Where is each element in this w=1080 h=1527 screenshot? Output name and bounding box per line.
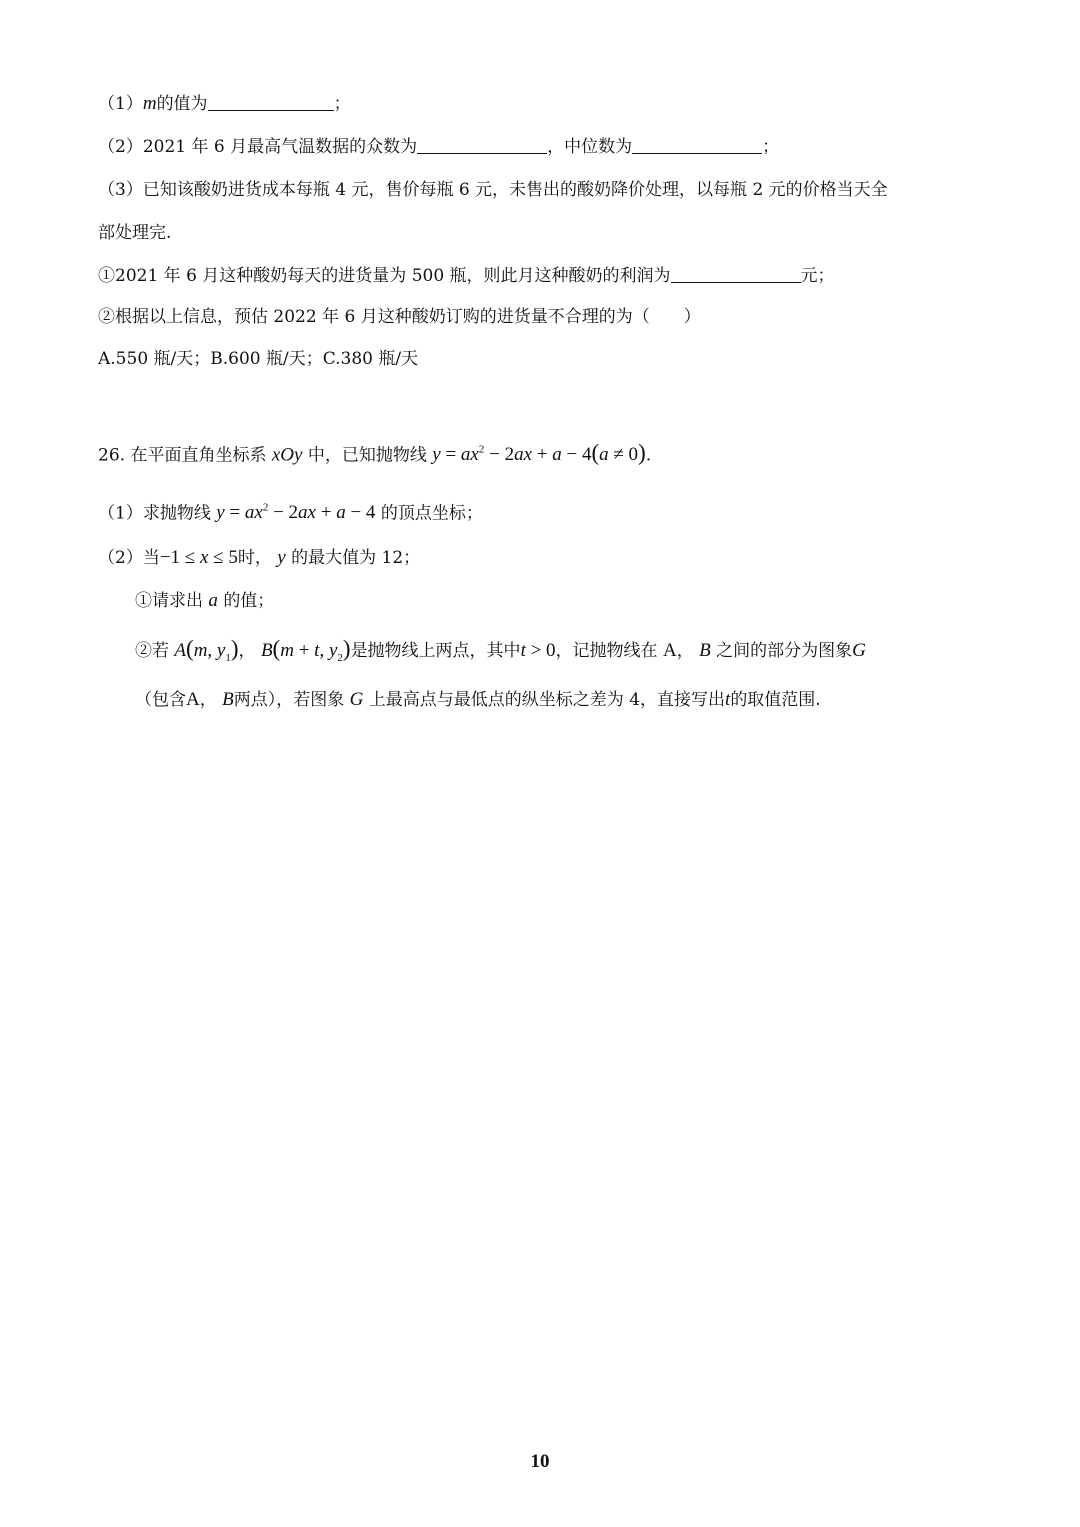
q26-t-var: t xyxy=(725,689,731,710)
q26-p1-a: （1）求抛物线 xyxy=(98,503,211,524)
q26-s3-e: 的取值范围. xyxy=(730,690,821,710)
q25-part3-line1: （3）已知该酸奶进货成本每瓶 4 元，售价每瓶 6 元，未售出的酸奶降价处理，以每瓶 2 元的价格当天全 xyxy=(98,180,888,200)
q26-s2-c: 是抛物线上两点，其中 xyxy=(350,641,521,661)
q26-sub1 xyxy=(135,589,274,613)
q26-s2-e: ， xyxy=(676,641,694,661)
q26-s2-a: ②若 xyxy=(135,641,169,661)
q26-stem-b: 中，已知抛物线 xyxy=(307,445,427,466)
q26-point-b: B(m + t, $y_2$) xyxy=(260,636,351,664)
q25-p2-text-b: ，中位数为 xyxy=(547,137,633,157)
q25-options: A.550 瓶/天；B.600 瓶/天；C.380 瓶/天 xyxy=(98,349,419,369)
q25-part1 xyxy=(98,92,351,116)
q26-parabola-formula: $y = ax^2 - 2ax + a - 4(a \ne 0)$ xyxy=(432,440,646,466)
q26-s1-b: 的值； xyxy=(223,591,275,611)
q26-s2-d: ，记抛物线在 xyxy=(555,641,658,661)
q25-p1-end: ； xyxy=(333,94,351,114)
q26-p2-b: 时， xyxy=(237,548,272,568)
q26-label-a2: A xyxy=(186,689,200,710)
q26-p2-range: −1 ≤ x ≤ 5 xyxy=(159,547,238,568)
q26-label-b: B xyxy=(699,640,711,661)
q25-part3-sub1 xyxy=(98,264,835,288)
q26-graph-g: G xyxy=(852,640,866,661)
answer-blank-m[interactable] xyxy=(208,92,334,111)
q26-s1-a-var: a xyxy=(208,590,218,611)
q26-sub2-cont xyxy=(135,688,821,712)
q26-t-condition: t > 0 xyxy=(520,640,556,661)
q25-p3-sub1-text: ①2021 年 6 月这种酸奶每天的进货量为 500 瓶，则此月这种酸奶的利润为 xyxy=(98,266,671,286)
q26-s3-a: （包含 xyxy=(135,690,186,710)
q25-p1-open: （1） xyxy=(98,94,143,114)
q26-p2-y: y xyxy=(277,547,286,568)
answer-blank-profit[interactable] xyxy=(671,264,801,283)
q26-p2-c: 的最大值为 12； xyxy=(291,548,421,568)
q26-s1-a: ①请求出 xyxy=(135,591,203,611)
q25-p2-text-a: （2）2021 年 6 月最高气温数据的众数为 xyxy=(98,137,418,157)
q26-p2-a: （2）当 xyxy=(98,548,160,568)
q26-part1 xyxy=(98,496,483,525)
page-number: 10 xyxy=(530,1451,550,1472)
q26-graph-g2: G xyxy=(349,689,364,710)
answer-blank-mode[interactable] xyxy=(417,135,547,154)
q25-p3-sub1-end: 元； xyxy=(800,266,835,286)
q26-s3-c: 两点），若图象 xyxy=(233,690,345,710)
q26-p1-formula: $y = ax^2 - 2ax + a - 4$ xyxy=(216,502,376,524)
q26-stem-var: xOy xyxy=(271,444,303,466)
q26-label-b2: B xyxy=(222,689,234,710)
q26-s3-b: ， xyxy=(199,690,217,710)
q26-p1-b: 的顶点坐标； xyxy=(380,503,483,524)
answer-blank-median[interactable] xyxy=(632,135,762,154)
q26-label-a: A xyxy=(662,640,677,661)
q26-sub2 xyxy=(135,637,866,670)
q25-p1-text: 的值为 xyxy=(156,94,208,114)
q26-s3-d: 上最高点与最低点的纵坐标之差为 4，直接写出 xyxy=(368,690,726,710)
q25-part3-line2: 部处理完. xyxy=(98,223,172,243)
q26-s2-f: 之间的部分为图象 xyxy=(716,641,853,661)
q26-s2-b: ， xyxy=(238,641,256,661)
q25-part2 xyxy=(98,135,779,159)
q25-part3-sub2: ②根据以上信息，预估 2022 年 6 月这种酸奶订购的进货量不合理的为（ ） xyxy=(98,307,701,327)
q25-p1-var: m xyxy=(142,93,157,114)
q26-stem: 26. 在平面直角坐标系 xOy 中，已知抛物线 $y = ax^2 - 2ax + a - 4(a \ne 0)$. xyxy=(98,440,652,466)
q25-p2-end: ； xyxy=(762,137,780,157)
q26-stem-a: 26. 在平面直角坐标系 xyxy=(98,445,267,466)
q26-point-a: A(m, $y_1$) xyxy=(174,636,239,664)
q26-part2 xyxy=(98,546,420,570)
